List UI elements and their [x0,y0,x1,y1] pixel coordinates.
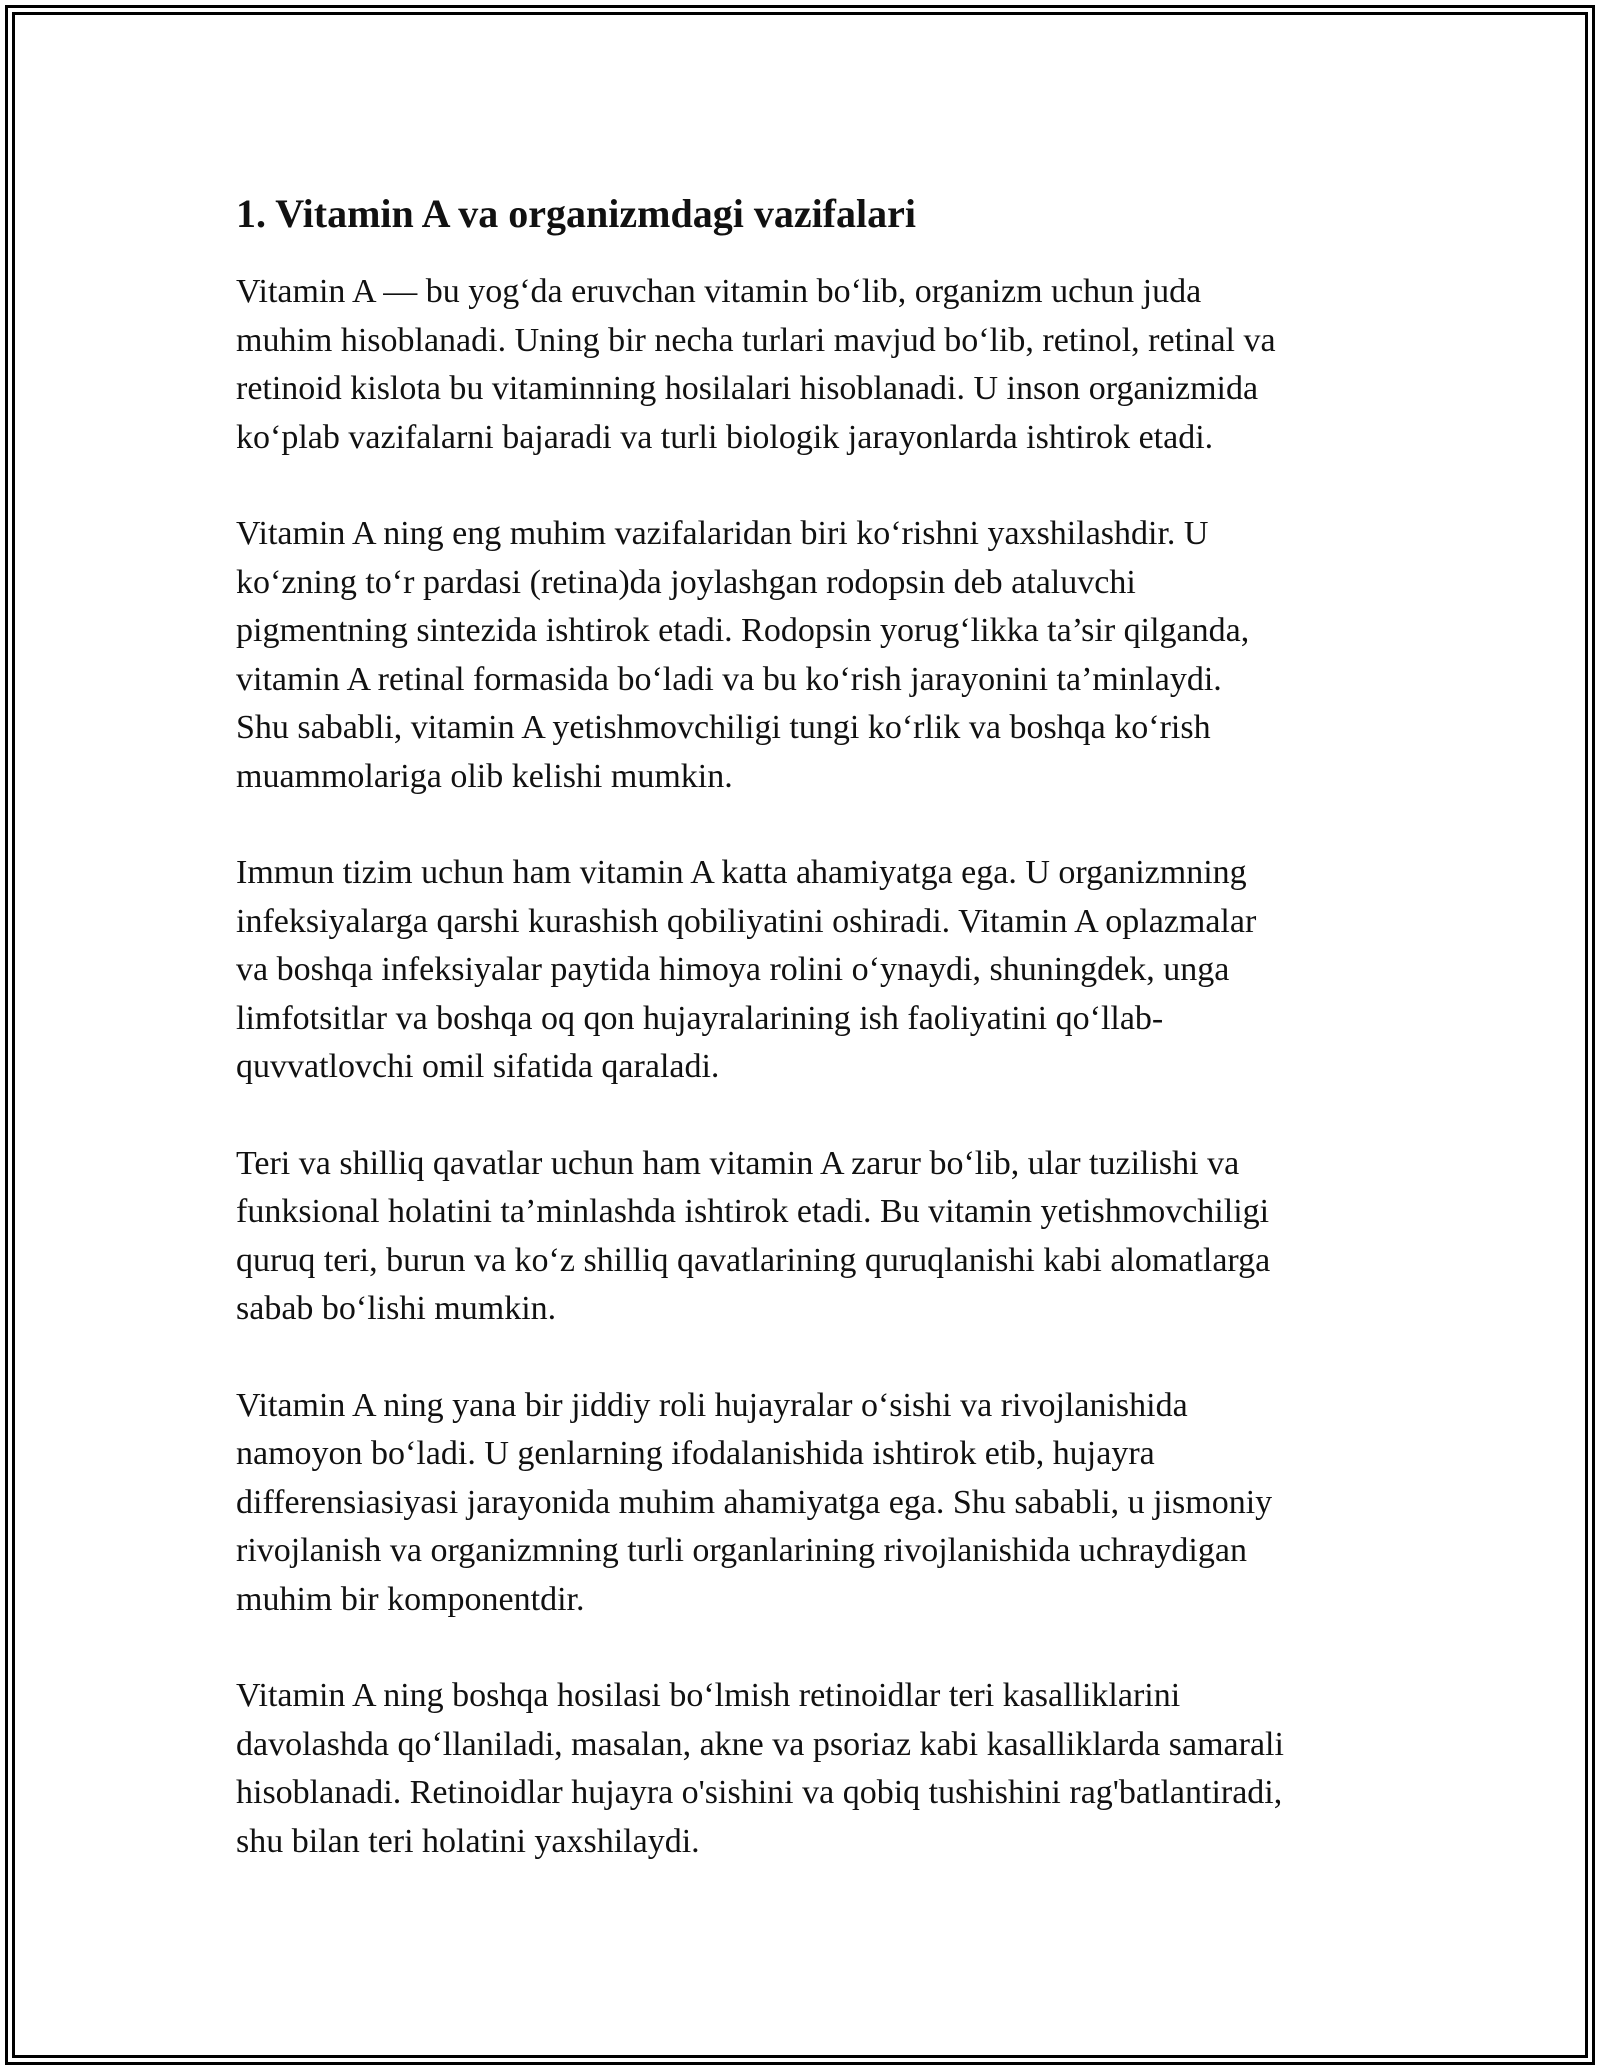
paragraph-intro: Vitamin A — bu yog‘da eruvchan vitamin bo‘lib, organizm uchun juda muhim hisoblanadi. Uning bir necha turlari mavjud bo‘lib, retinol, retinal va retinoid kislota bu vitaminning hosilalari hisoblanadi. U inson organizmida ko‘plab vazifalarni bajaradi va turli biologik jarayonlarda ishtirok etadi. [236,273,1276,456]
document-body [236,186,1376,1914]
paragraph-skin-mucosa: Teri va shilliq qavatlar uchun ham vitamin A zarur bo‘lib, ular tuzilishi va funksional holatini ta’minlashda ishtirok etadi. Bu vitamin yetishmovchiligi quruq teri, burun va ko‘z shilliq qavatlarining quruqlanishi kabi alomatlarga sabab bo‘lishi mumkin. [236,1144,1271,1327]
paragraph-immune-system: Immun tizim uchun ham vitamin A katta ahamiyatga ega. U organizmning infeksiyalarga qarshi kurashish qobiliyatini oshiradi. Vitamin A oplazmalar va boshqa infeksiyalar paytida himoya rolini o‘ynaydi, shuningdek, unga limfotsitlar va boshqa oq qon hujayralarining ish faoliyatini qo‘llab- quvvatlovchi omil sifatida qaraladi. [236,854,1257,1085]
paragraph-cell-growth: Vitamin A ning yana bir jiddiy roli hujayralar o‘sishi va rivojlanishida namoyon bo‘ladi. U genlarning ifodalanishida ishtirok etib, hujayra differensiasiyasi jarayonida muhim ahamiyatga ega. Shu sababli, u jismoniy rivojlanish va organizmning turli organlarining rivojlanishida uchraydigan muhim bir komponentdir. [236,1386,1273,1618]
paragraph-vision: Vitamin A ning eng muhim vazifalaridan biri ko‘rishni yaxshilashdir. U ko‘zning to‘r pardasi (retina)da joylashgan rodopsin deb ataluvchi pigmentning sintezida ishtirok etadi. Rodopsin yorug‘likka ta’sir qilganda, vitamin A retinal formasida bo‘ladi va bu ko‘rish jarayonini ta’minlaydi. Shu sababli, vitamin A yetishmovchiligi tungi ko‘rlik va boshqa ko‘rish muammolariga olib kelishi mumkin. [236,515,1250,795]
paragraph-retinoids: Vitamin A ning boshqa hosilasi bo‘lmish retinoidlar teri kasalliklarini davolashda qo‘llaniladi, masalan, akne va psoriaz kabi kasalliklarda samarali hisoblanadi. Retinoidlar hujayra o'sishini va qobiq tushishini rag'batlantiradi, shu bilan teri holatini yaxshilaydi. [236,1677,1284,1860]
section-heading: 1. Vitamin A va organizmdagi vazifalari [236,191,916,236]
